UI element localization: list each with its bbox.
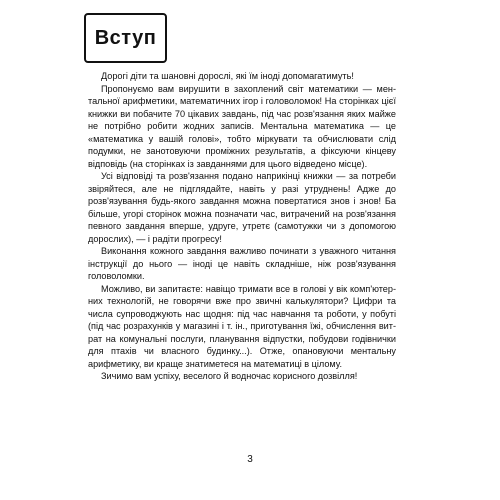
page-number: 3 bbox=[247, 454, 253, 465]
paragraph-answers: Усі відповіді та розв'язання подано наприкінці книжки — за потреби звіряйтеся, але не підглядайте, навіть у разі утруднень! Адже до розв'язування будь-якого завдання можна повертатися знов і знов! Ба більше, угорі сторінок можна позначати час, витрачений на розв'язання певного завдання вперше, удруге, утретє (самотужки чи з допомогою дорослих), — і радіти прогресу! bbox=[88, 171, 396, 244]
paragraph-intro: Пропонуємо вам вирушити в захоплений світ математики — ментальної арифметики, математичних ігор і головоломок! На сторінках цієї книжки ви побачите 70 цікавих завдань, під час розв'язання яких майже не потрібно робити жодних записів. Ментальна математика — це «математика у вашій голові», тобто міркувати та обчислювати слід подумки, не занотовуючи проміжних результатів, а фіксуючи кінцеву відповідь (на сторінках із завданнями для цього відведено місце). bbox=[88, 83, 396, 169]
paragraph-closing: Зичимо вам успіху, веселого й водночас корисного дозвілля! bbox=[101, 371, 358, 381]
page-body bbox=[88, 70, 396, 383]
paragraph-why: Можливо, ви запитаєте: навіщо тримати все в голові у вік комп'ютерних технологій, не говорячи вже про звичні калькулятори? Цифри та числа супроводжують нас щодня: під час навчання та роботи, у побуті (під час розрахунків у магазині і т. ін., приготування їжі, обчислення витрат на комунальні послуги, планування відпустки, побудови годівнички для птахів чи власного будинку...). Отже, опановуючи ментальну арифметику, ви краще знатиметеся на математиці в цілому. bbox=[88, 283, 396, 369]
paragraph-instructions: Виконання кожного завдання важливо починати з уважного читання інструкції до нього — іноді це навіть складніше, ніж розв'язування головоломки. bbox=[88, 246, 396, 281]
chapter-heading-box bbox=[84, 13, 167, 63]
chapter-heading: Вступ bbox=[94, 26, 157, 49]
paragraph-greeting: Дорогі діти та шановні дорослі, які їм іноді допомагатимуть! bbox=[101, 71, 354, 81]
